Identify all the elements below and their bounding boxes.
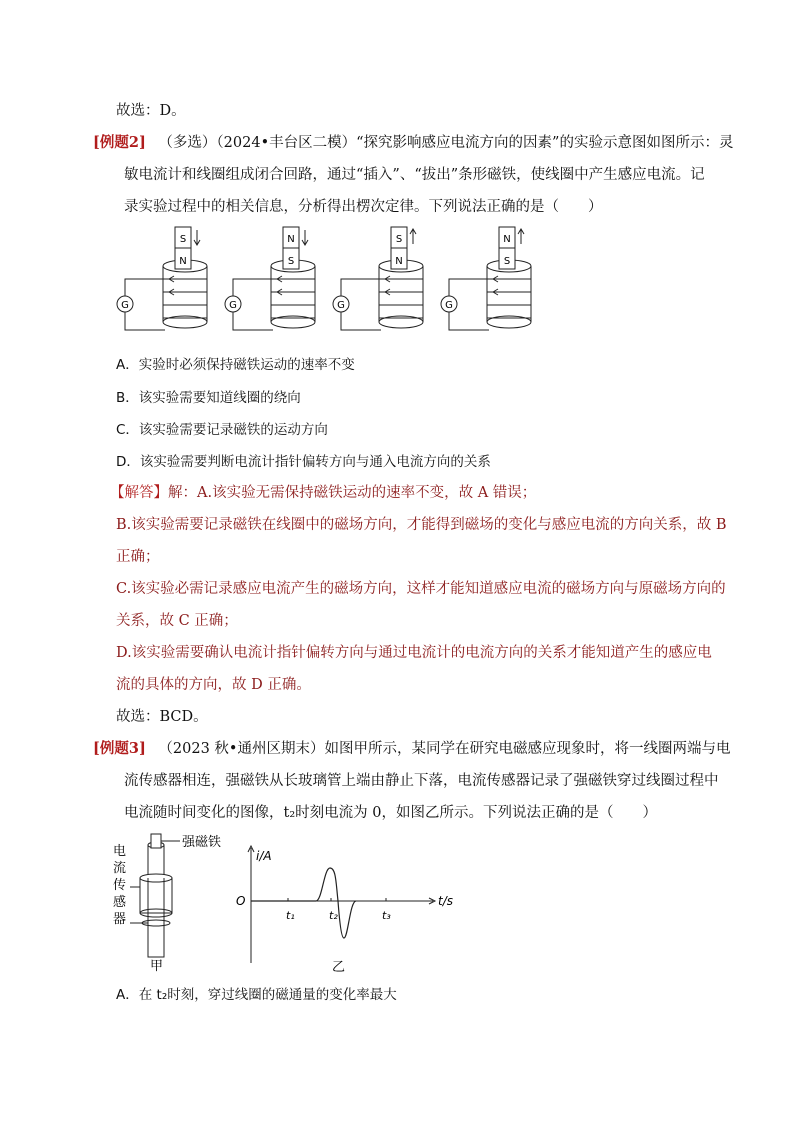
example-2-tag: [例题2]	[93, 134, 146, 151]
sensor-label-1: 电	[113, 844, 127, 859]
figure-jia-caption: 甲	[150, 959, 164, 974]
answer-tag: 【解答】	[110, 485, 168, 501]
sensor-label-5: 器	[113, 912, 127, 927]
top-conclusion: 故选：D。	[116, 103, 186, 119]
example-2-option-d: D．该实验需要判断电流计指针偏转方向与通入电流方向的关系	[116, 454, 491, 470]
example-2-answer-d-line-1: D.该实验需要确认电流计指针偏转方向与通过电流计的电流方向的关系才能知道产生的感应电	[116, 645, 712, 661]
tick-t2: t₂	[329, 909, 338, 922]
example-2-option-a: A．实验时必须保持磁铁运动的速率不变	[116, 357, 355, 373]
example-2-question-line-3: 录实验过程中的相关信息，分析得出楞次定律。下列说法正确的是（ ）	[124, 199, 603, 215]
galvanometer-label: G	[121, 300, 129, 311]
sensor-label-3: 传	[113, 878, 127, 893]
example-2-text-1: （多选）（2024•丰台区二模）“探究影响感应电流方向的因素”的实验示意图如图所示：灵	[158, 135, 734, 151]
tick-t1: t₁	[286, 909, 295, 922]
example-3-question-line-1	[93, 739, 730, 759]
example-2-conclusion: 故选：BCD。	[116, 709, 208, 725]
example-2-answer-b-line-1: B.该实验需要记录磁铁在线圈中的磁场方向，才能得到磁场的变化与感应电流的方向关系，故 B	[116, 517, 727, 533]
magnet-1-bottom-pole: N	[179, 256, 187, 267]
tick-t3: t₃	[382, 909, 391, 922]
magnet-3-top-pole: S	[395, 234, 403, 245]
magnet-4-bottom-pole: S	[503, 256, 511, 267]
figure-yi-caption: 乙	[332, 960, 346, 975]
coil-unit-4	[441, 227, 531, 330]
origin-label: O	[236, 894, 246, 908]
coil-unit-3	[333, 227, 423, 330]
magnet-1-top-pole: S	[179, 234, 187, 245]
example-2-answer-b-line-2: 正确；	[116, 549, 160, 565]
example-2-option-c: C．该实验需要记录磁铁的运动方向	[116, 422, 328, 438]
example-2-option-b: B．该实验需要知道线圈的绕向	[116, 390, 301, 406]
example-2-answer-d-line-2: 流的具体的方向，故 D 正确。	[116, 677, 311, 693]
example-3-option-a: A．在 t₂时刻，穿过线圈的磁通量的变化率最大	[116, 987, 397, 1003]
coil-unit-1	[117, 227, 207, 330]
magnet-3-bottom-pole: N	[395, 256, 403, 267]
answer-a-text: 解：A.该实验无需保持磁铁运动的速率不变，故 A 错误；	[168, 485, 537, 501]
example-3-tag: [例题3]	[93, 740, 146, 757]
example-3-question-line-3: 电流随时间变化的图像，t₂时刻电流为 0，如图乙所示。下列说法正确的是（ ）	[124, 805, 657, 821]
magnet-2-top-pole: N	[287, 234, 295, 245]
example-3-text-1: （2023 秋•通州区期末）如图甲所示，某同学在研究电磁感应现象时，将一线圈两端与电	[158, 741, 731, 757]
coil-unit-2	[225, 227, 315, 330]
galvanometer-label: G	[337, 300, 345, 311]
magnet-4-top-pole: N	[503, 234, 511, 245]
example-2-question-line-2: 敏电流计和线圈组成闭合回路，通过“插入”、“拔出”条形磁铁，使线圈中产生感应电流。记	[124, 167, 705, 183]
galvanometer-label: G	[229, 300, 237, 311]
y-axis-label: i/A	[256, 849, 272, 863]
sensor-label-4: 感	[113, 895, 127, 910]
galvanometer-label: G	[445, 300, 453, 311]
example-2-answer-a	[110, 483, 536, 503]
figure-yi	[230, 838, 470, 978]
strong-magnet-label: 强磁铁	[182, 835, 222, 850]
example-2-question-line-1	[93, 133, 733, 153]
magnet-2-bottom-pole: S	[287, 256, 295, 267]
current-curve	[251, 868, 356, 938]
example-3-question-line-2: 流传感器相连，强磁铁从长玻璃管上端由静止下落，电流传感器记录了强磁铁穿过线圈过程中	[124, 773, 719, 789]
example-2-answer-c-line-2: 关系，故 C 正确；	[116, 613, 238, 629]
x-axis-label: t/s	[438, 894, 453, 908]
example-2-figure	[115, 222, 655, 342]
sensor-label-2: 流	[113, 861, 127, 876]
example-2-answer-c-line-1: C.该实验必需记录感应电流产生的磁场方向，这样才能知道感应电流的磁场方向与原磁场方向的	[116, 581, 726, 597]
